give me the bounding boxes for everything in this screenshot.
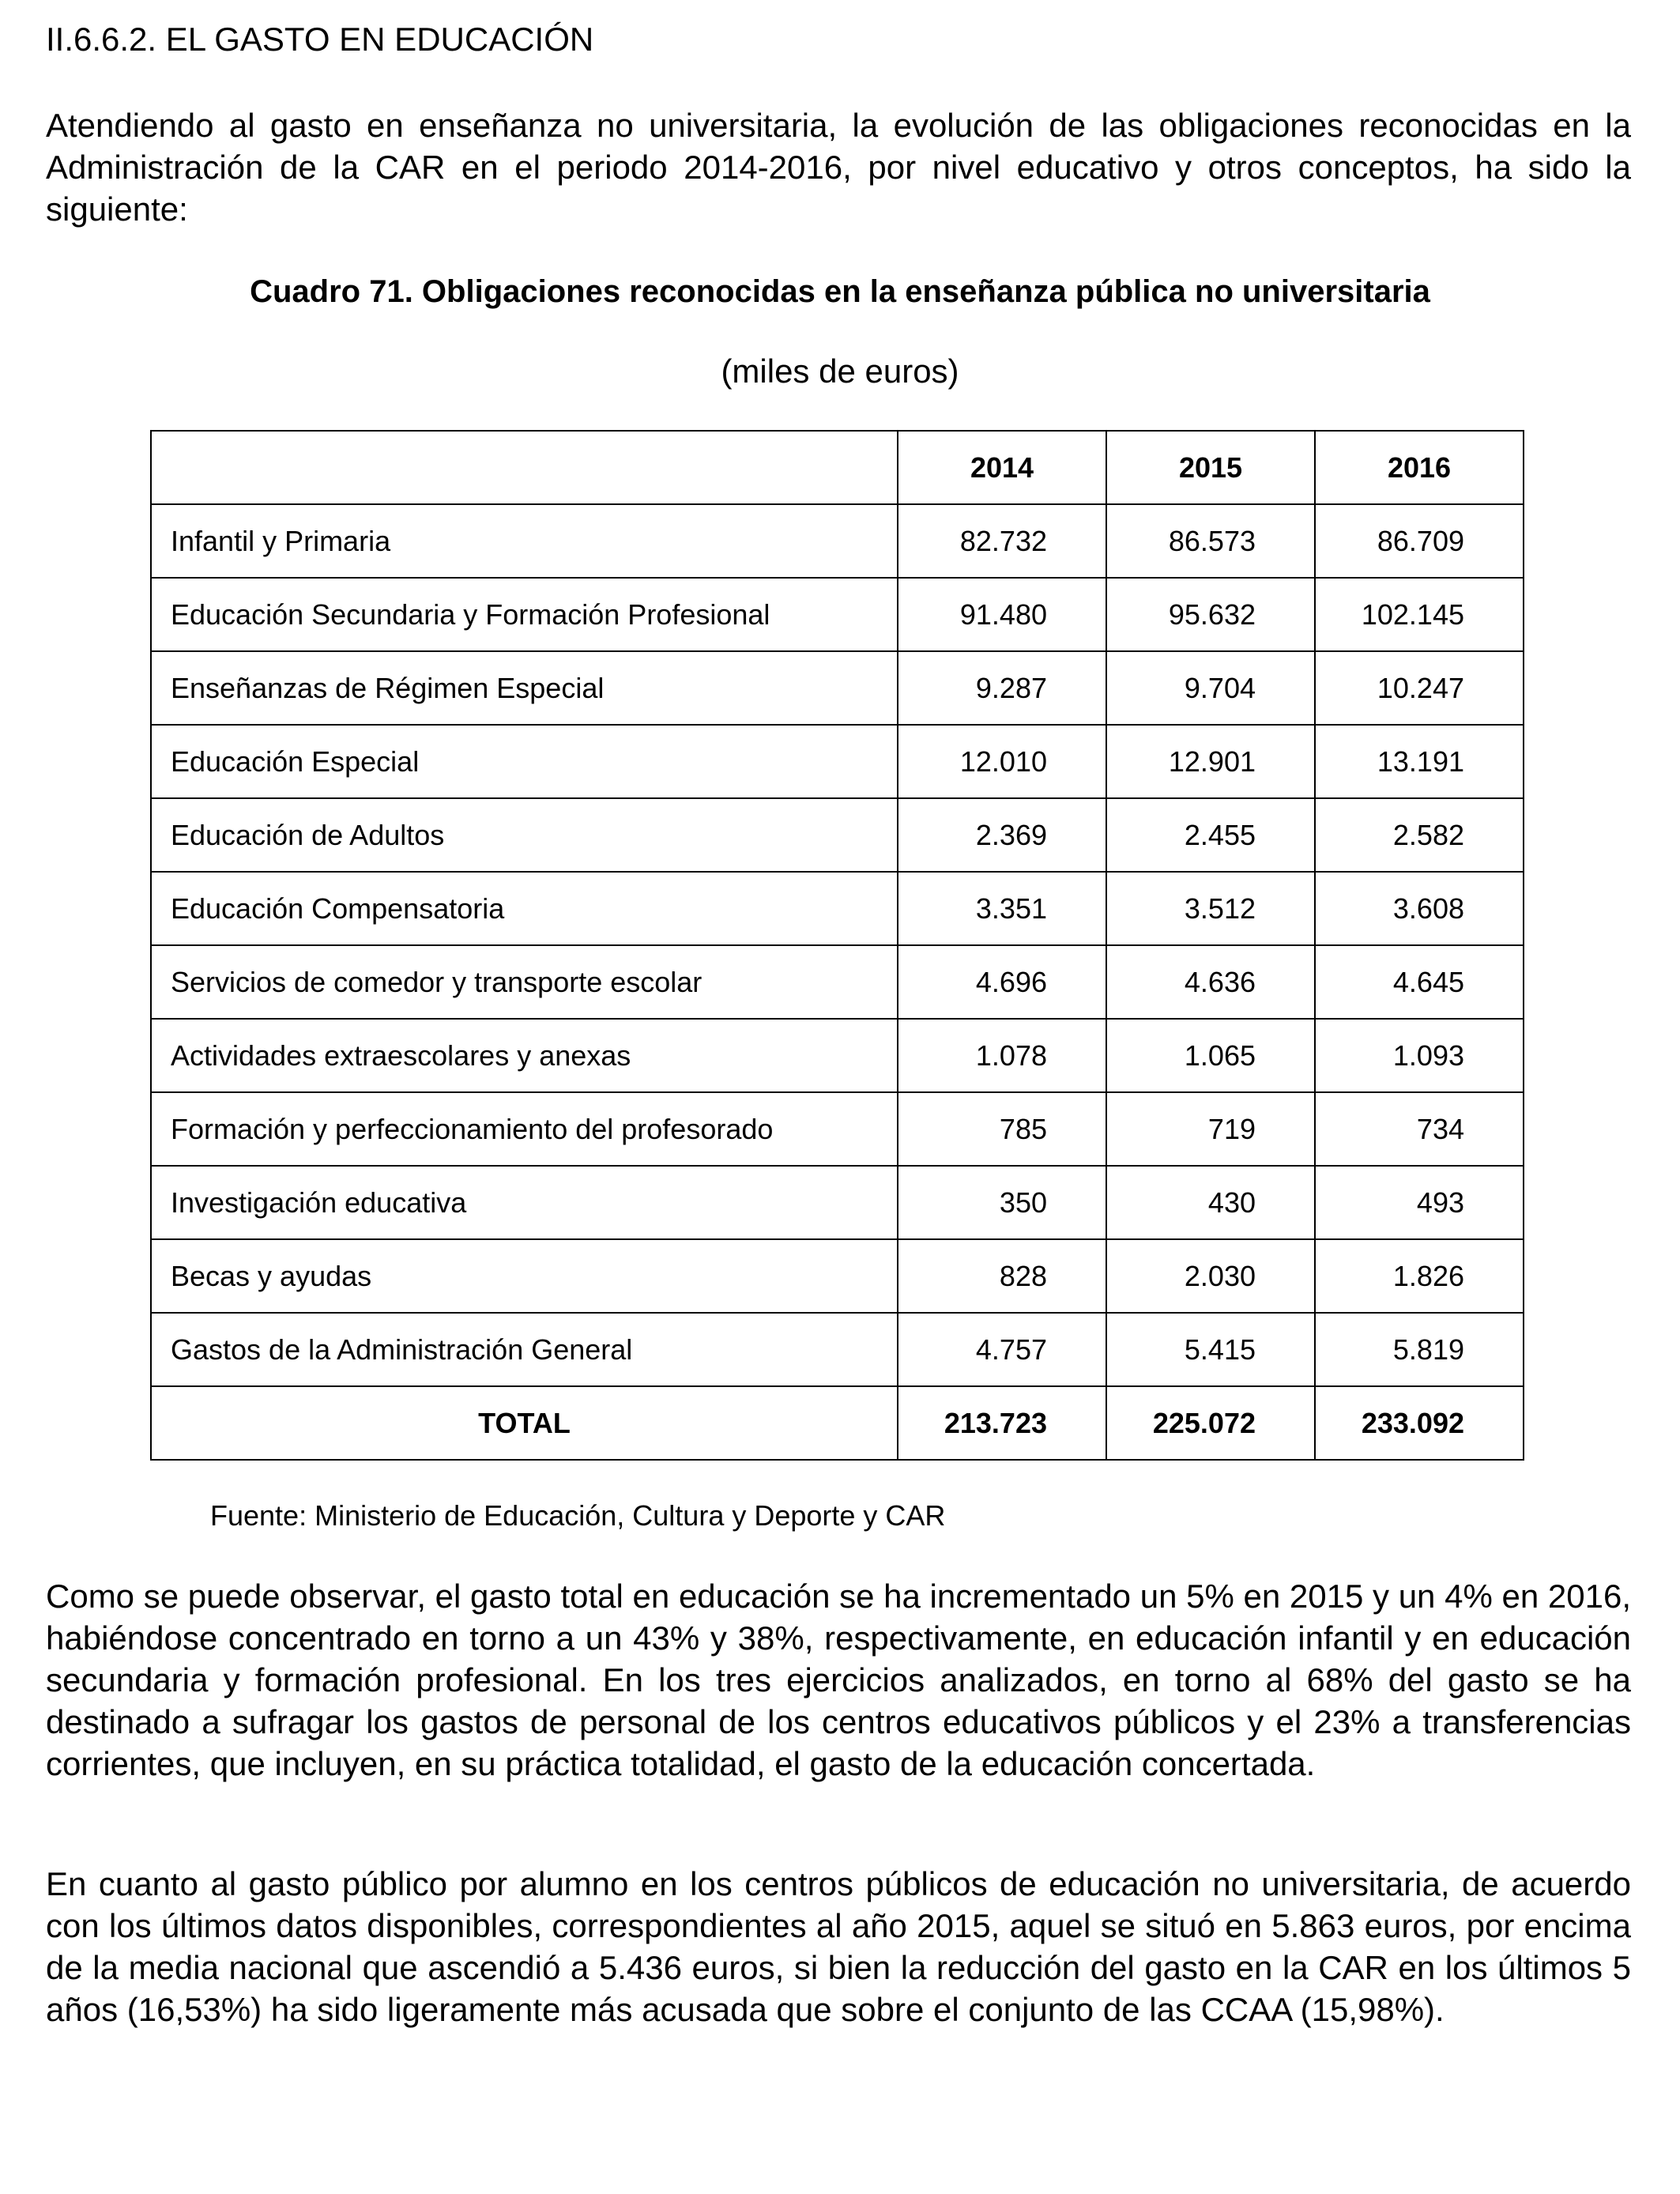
value-cell: 2.455 bbox=[1106, 798, 1315, 872]
row-label-cell: Gastos de la Administración General bbox=[151, 1313, 898, 1386]
analysis-paragraph-2: En cuanto al gasto público por alumno en los centros públicos de educación no universitaria, de acuerdo con los últimos datos disponibles, correspondientes al año 2015, aquel se situó en 5.863 euros, por encima de la media nacional que ascendió a 5.436 euros, si bien la reducción del gasto en la CAR en los últimos 5 años (16,53%) ha sido ligeramente más acusada que sobre el conjunto de las CCAA (15,98%). bbox=[46, 1865, 1631, 2028]
table-row bbox=[151, 798, 1524, 872]
table-row bbox=[151, 1166, 1524, 1239]
value-cell: 10.247 bbox=[1315, 651, 1524, 725]
value-cell: 13.191 bbox=[1315, 725, 1524, 798]
row-label-cell: Formación y perfeccionamiento del profesorado bbox=[151, 1092, 898, 1166]
value-cell: 1.078 bbox=[898, 1019, 1106, 1092]
row-label-cell: Educación Compensatoria bbox=[151, 872, 898, 945]
total-value-cell: 225.072 bbox=[1106, 1386, 1315, 1460]
table-caption: Cuadro 71. Obligaciones reconocidas en la enseñanza pública no universitaria bbox=[250, 274, 1430, 309]
table-row bbox=[151, 504, 1524, 578]
value-cell: 95.632 bbox=[1106, 578, 1315, 651]
value-cell: 4.645 bbox=[1315, 945, 1524, 1019]
row-label-cell: Actividades extraescolares y anexas bbox=[151, 1019, 898, 1092]
value-cell: 9.287 bbox=[898, 651, 1106, 725]
row-label-cell: Infantil y Primaria bbox=[151, 504, 898, 578]
row-label-cell: Educación de Adultos bbox=[151, 798, 898, 872]
value-cell: 3.512 bbox=[1106, 872, 1315, 945]
table-total-row bbox=[151, 1386, 1524, 1460]
value-cell: 12.901 bbox=[1106, 725, 1315, 798]
value-cell: 734 bbox=[1315, 1092, 1524, 1166]
value-cell: 3.608 bbox=[1315, 872, 1524, 945]
value-cell: 1.826 bbox=[1315, 1239, 1524, 1313]
table-row bbox=[151, 1092, 1524, 1166]
value-cell: 2.030 bbox=[1106, 1239, 1315, 1313]
analysis-paragraph-1: Como se puede observar, el gasto total en educación se ha incrementado un 5% en 2015 y un 4% en 2016, habiéndose concentrado en torno a un 43% y 38%, respectivamente, en educación infantil y en educación secundaria y formación profesional. En los tres ejercicios analizados, en torno al 68% del gasto se ha destinado a sufragar los gastos de personal de los centros educativos públicos y el 23% a transferencias corrientes, que incluyen, en su práctica totalidad, el gasto de la educación concertada. bbox=[46, 1578, 1631, 1782]
table-row bbox=[151, 1239, 1524, 1313]
value-cell: 5.415 bbox=[1106, 1313, 1315, 1386]
row-label-cell: Investigación educativa bbox=[151, 1166, 898, 1239]
value-cell: 4.696 bbox=[898, 945, 1106, 1019]
value-cell: 4.757 bbox=[898, 1313, 1106, 1386]
value-cell: 493 bbox=[1315, 1166, 1524, 1239]
table-row bbox=[151, 578, 1524, 651]
value-cell: 12.010 bbox=[898, 725, 1106, 798]
table-row bbox=[151, 1313, 1524, 1386]
value-cell: 5.819 bbox=[1315, 1313, 1524, 1386]
row-label-cell: Educación Especial bbox=[151, 725, 898, 798]
value-cell: 82.732 bbox=[898, 504, 1106, 578]
total-value-cell: 213.723 bbox=[898, 1386, 1106, 1460]
value-cell: 86.573 bbox=[1106, 504, 1315, 578]
table-header-row bbox=[151, 431, 1524, 504]
value-cell: 1.065 bbox=[1106, 1019, 1315, 1092]
table-row bbox=[151, 651, 1524, 725]
table-header-cell: 2015 bbox=[1106, 431, 1315, 504]
table-header-cell: 2016 bbox=[1315, 431, 1524, 504]
value-cell: 9.704 bbox=[1106, 651, 1315, 725]
section-heading: II.6.6.2. EL GASTO EN EDUCACIÓN bbox=[46, 21, 594, 58]
table-row bbox=[151, 725, 1524, 798]
row-label-cell: Educación Secundaria y Formación Profesional bbox=[151, 578, 898, 651]
table-row bbox=[151, 872, 1524, 945]
value-cell: 1.093 bbox=[1315, 1019, 1524, 1092]
table-header-cell: 2014 bbox=[898, 431, 1106, 504]
value-cell: 102.145 bbox=[1315, 578, 1524, 651]
total-value-cell: 233.092 bbox=[1315, 1386, 1524, 1460]
row-label-cell: Becas y ayudas bbox=[151, 1239, 898, 1313]
value-cell: 2.369 bbox=[898, 798, 1106, 872]
value-cell: 4.636 bbox=[1106, 945, 1315, 1019]
value-cell: 719 bbox=[1106, 1092, 1315, 1166]
table-header-cell bbox=[151, 431, 898, 504]
intro-paragraph: Atendiendo al gasto en enseñanza no universitaria, la evolución de las obligaciones reconocidas en la Administración de la CAR en el periodo 2014-2016, por nivel educativo y otros conceptos, ha sido la siguiente: bbox=[46, 107, 1631, 228]
row-label-cell: Enseñanzas de Régimen Especial bbox=[151, 651, 898, 725]
value-cell: 91.480 bbox=[898, 578, 1106, 651]
total-label-cell: TOTAL bbox=[151, 1386, 898, 1460]
value-cell: 430 bbox=[1106, 1166, 1315, 1239]
value-cell: 2.582 bbox=[1315, 798, 1524, 872]
table-units: (miles de euros) bbox=[721, 352, 959, 390]
value-cell: 828 bbox=[898, 1239, 1106, 1313]
expenditure-table bbox=[150, 430, 1524, 1461]
value-cell: 350 bbox=[898, 1166, 1106, 1239]
table-row bbox=[151, 945, 1524, 1019]
value-cell: 86.709 bbox=[1315, 504, 1524, 578]
value-cell: 785 bbox=[898, 1092, 1106, 1166]
table-source-note: Fuente: Ministerio de Educación, Cultura y Deporte y CAR bbox=[210, 1499, 946, 1532]
table-row bbox=[151, 1019, 1524, 1092]
row-label-cell: Servicios de comedor y transporte escolar bbox=[151, 945, 898, 1019]
value-cell: 3.351 bbox=[898, 872, 1106, 945]
